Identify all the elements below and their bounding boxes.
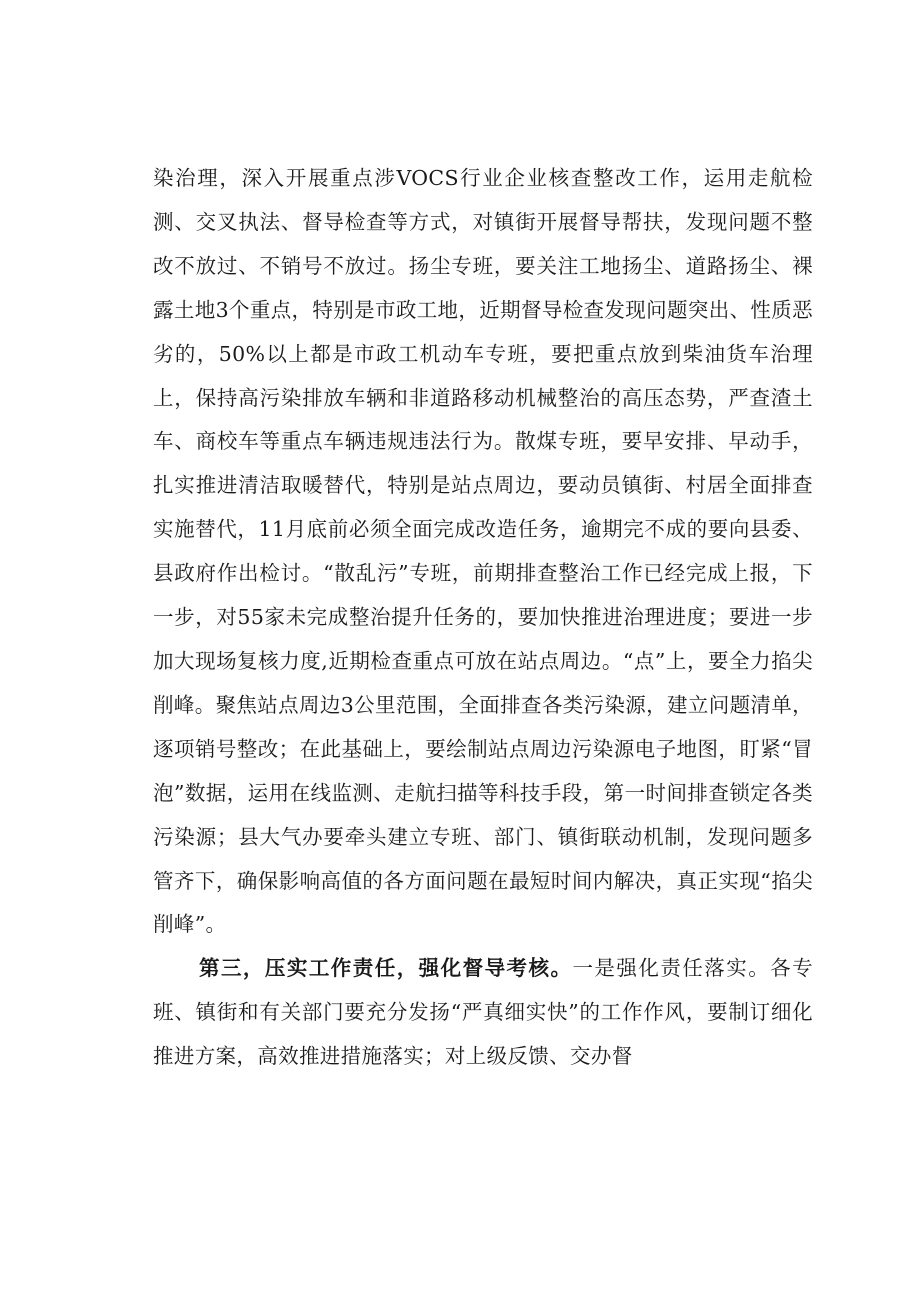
paragraph-section-three — [153, 947, 813, 1079]
document-body — [153, 157, 813, 1079]
section-body-text: 一是强化责任落实。各专班、镇街和有关部门要充分发扬“严真细实快”的工作作风，要制订细化推进方案，高效推进措施落实；对上级反馈、交办督 — [153, 956, 813, 1069]
paragraph-continued: 染治理，深入开展重点涉VOCS行业企业核查整改工作，运用走航检测、交叉执法、督导检查等方式，对镇街开展督导帮扶，发现问题不整改不放过、不销号不放过。扬尘专班，要关注工地扬尘、道路扬尘、裸露土地3个重点，特别是市政工地，近期督导检查发现问题突出、性质恶劣的，50%以上都是市政工机动车专班，要把重点放到柴油货车治理上，保持高污染排放车辆和非道路移动机械整治的高压态势，严查渣土车、商校车等重点车辆违规违法行为。散煤专班，要早安排、早动手，扎实推进清洁取暖替代，特别是站点周边，要动员镇街、村居全面排查实施替代，11月底前必须全面完成改造任务，逾期完不成的要向县委、县政府作出检讨。“散乱污”专班，前期排查整治工作已经完成上报，下一步，对55家未完成整治提升任务的，要加快推进治理进度；要进一步加大现场复核力度,近期检查重点可放在站点周边。“点”上，要全力掐尖削峰。聚焦站点周边3公里范围，全面排查各类污染源，建立问题清单，逐项销号整改；在此基础上，要绘制站点周边污染源电子地图，盯紧“冒泡”数据，运用在线监测、走航扫描等科技手段，第一时间排查锁定各类污染源；县大气办要牵头建立专班、部门、镇街联动机制，发现问题多管齐下，确保影响高值的各方面问题在最短时间内解决，真正实现“掐尖削峰”。 — [153, 166, 813, 937]
section-heading-inline: 第三，压实工作责任，强化督导考核。 — [199, 956, 573, 981]
